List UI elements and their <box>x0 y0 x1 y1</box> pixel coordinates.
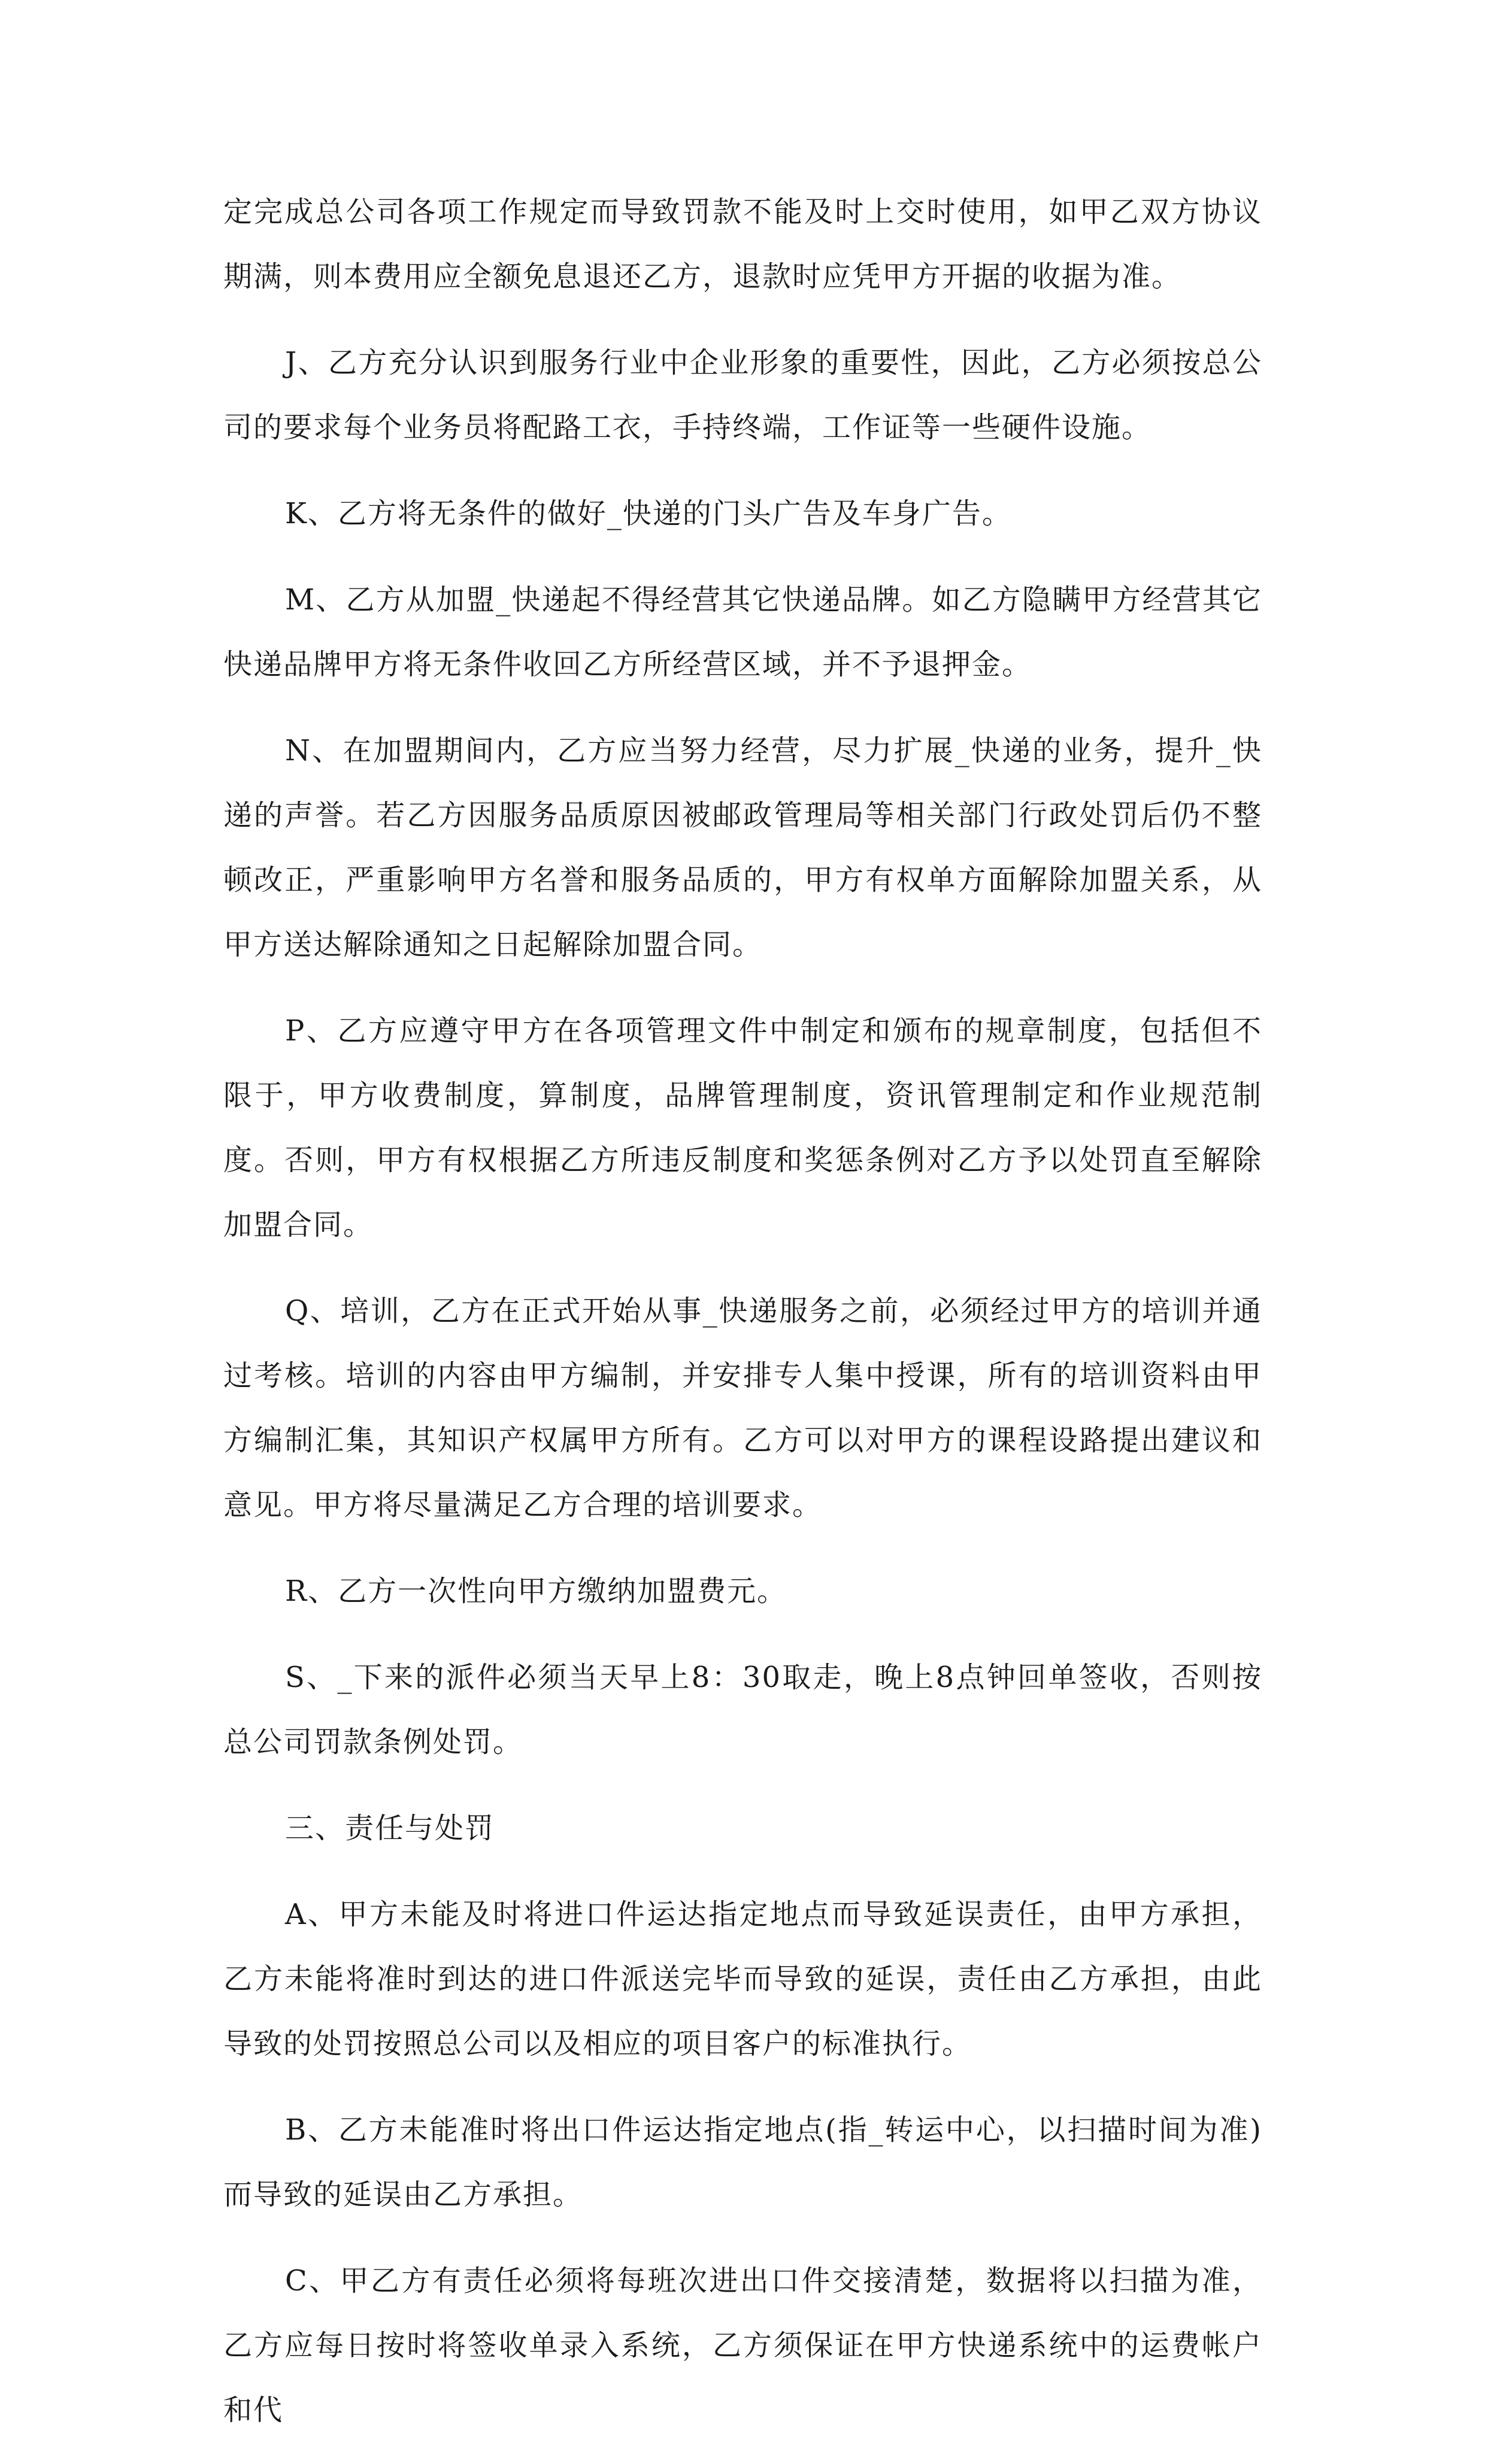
section-heading: 三、责任与处罚 <box>285 1811 495 1845</box>
clause-r: R、乙方一次性向甲方缴纳加盟费元。 <box>285 1574 787 1608</box>
clause-s: S、_下来的派件必须当天早上8：30取走，晚上8点钟回单签收，否则按总公司罚款条例处罚。 <box>223 1661 1262 1759</box>
clause-c: C、甲乙方有责任必须将每班次进出口件交接清楚，数据将以扫描为准，乙方应每日按时将签收单录入系统，乙方须保证在甲方快递系统中的运费帐户和代 <box>223 2264 1262 2427</box>
clause-p: P、乙方应遵守甲方在各项管理文件中制定和颁布的规章制度，包括但不限于，甲方收费制度，算制度，品牌管理制度，资讯管理制定和作业规范制度。否则，甲方有权根据乙方所违反制度和奖惩条例对乙方予以处罚直至解除加盟合同。 <box>223 1014 1262 1242</box>
clause-q: Q、培训，乙方在正式开始从事_快递服务之前，必须经过甲方的培训并通过考核。培训的内容由甲方编制，并安排专人集中授课，所有的培训资料由甲方编制汇集，其知识产权属甲方所有。乙方可以对甲方的课程设路提出建议和意见。甲方将尽量满足乙方合理的培训要求。 <box>223 1294 1262 1522</box>
paragraph-continued: 定完成总公司各项工作规定而导致罚款不能及时上交时使用，如甲乙双方协议期满，则本费用应全额免息退还乙方，退款时应凭甲方开据的收据为准。 <box>223 195 1262 293</box>
clause-b: B、乙方未能准时将出口件运达指定地点(指_转运中心，以扫描时间为准)而导致的延误由乙方承担。 <box>223 2113 1262 2211</box>
clause-k: K、乙方将无条件的做好_快递的门头广告及车身广告。 <box>285 497 1012 530</box>
clause-j: J、乙方充分认识到服务行业中企业形象的重要性，因此，乙方必须按总公司的要求每个业务员将配路工衣，手持终端，工作证等一些硬件设施。 <box>223 346 1262 444</box>
document-body <box>223 180 1262 2464</box>
clause-m: M、乙方从加盟_快递起不得经营其它快递品牌。如乙方隐瞒甲方经营其它快递品牌甲方将无条件收回乙方所经营区域，并不予退押金。 <box>223 583 1262 681</box>
clause-n: N、在加盟期间内，乙方应当努力经营，尽力扩展_快递的业务，提升_快递的声誉。若乙方因服务品质原因被邮政管理局等相关部门行政处罚后仍不整顿改正，严重影响甲方名誉和服务品质的，甲方有权单方面解除加盟关系，从甲方送达解除通知之日起解除加盟合同。 <box>223 734 1262 961</box>
clause-a: A、甲方未能及时将进口件运达指定地点而导致延误责任，由甲方承担，乙方未能将准时到达的进口件派送完毕而导致的延误，责任由乙方承担，由此导致的处罚按照总公司以及相应的项目客户的标准执行。 <box>223 1898 1262 2061</box>
